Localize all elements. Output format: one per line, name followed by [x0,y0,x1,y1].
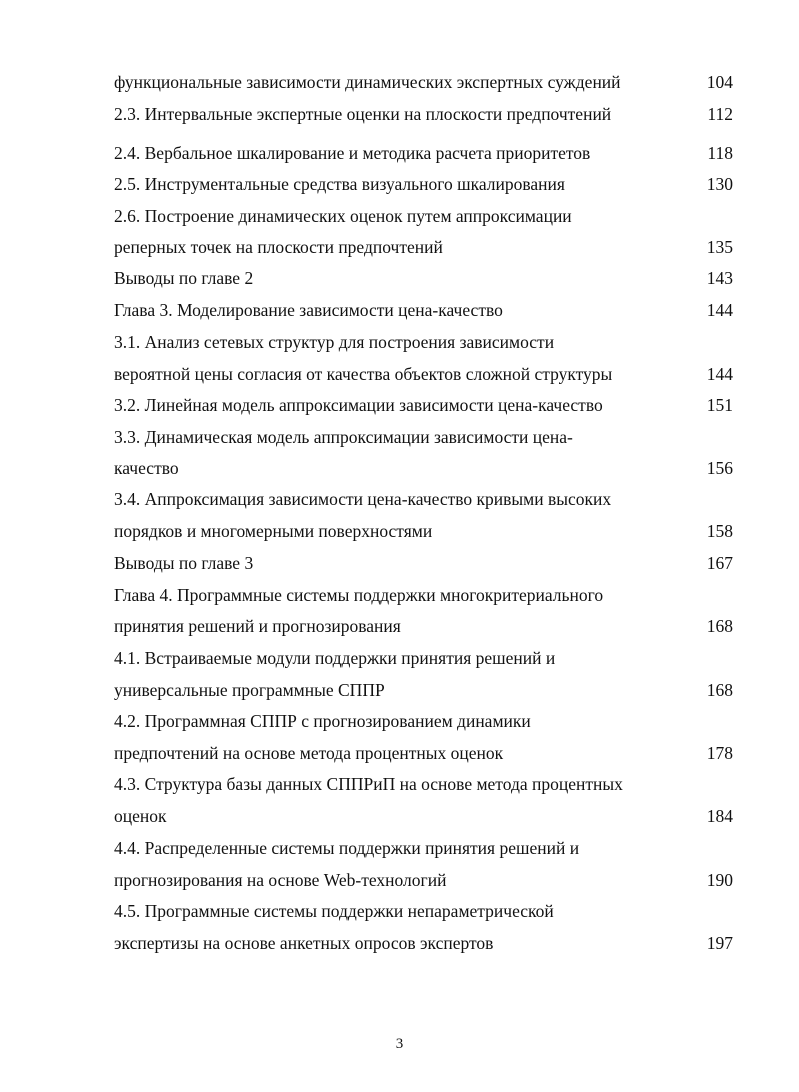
toc-entry-text: 4.3. Структура базы данных СППРиП на основе метода процентных [114,774,623,794]
toc-entry-page: 178 [706,743,733,763]
toc-entry-text: 4.5. Программные системы поддержки непараметрической [114,901,554,921]
toc-entry-page: 151 [706,395,733,415]
toc-entry-text: 4.4. Распределенные системы поддержки принятия решений и [114,838,580,858]
toc-entry-text: 3.2. Линейная модель аппроксимации зависимости цена-качество [114,395,603,415]
toc-entry-text: оценок [114,806,167,826]
toc-entry-text: качество [114,458,179,478]
toc-entry-text: Глава 3. Моделирование зависимости цена-качество [114,300,503,320]
toc-entry-page: 168 [706,616,733,636]
toc-entry-text: прогнозирования на основе Web-технологий [114,870,447,890]
toc-entry-page: 167 [706,553,733,573]
toc-entry-text: универсальные программные СППР [114,680,385,700]
toc-entry-page: 168 [706,680,733,700]
toc-entry-page: 156 [706,458,733,478]
toc-entry-page: 184 [706,806,733,826]
toc-entry-page: 158 [706,521,733,541]
toc-entry-text: предпочтений на основе метода процентных оценок [114,743,504,763]
toc-entry-text: 3.1. Анализ сетевых структур для построения зависимости [114,332,555,352]
toc-entry-page: 143 [706,268,733,288]
toc-entry-text: 3.3. Динамическая модель аппроксимации зависимости цена- [114,427,573,447]
toc-entry-text: Выводы по главе 3 [114,553,254,573]
toc-entry-page: 118 [707,143,733,163]
toc-entry-page: 144 [706,300,733,320]
toc-entry-page: 130 [706,174,733,194]
toc-entry-text: 2.3. Интервальные экспертные оценки на плоскости предпочтений [114,104,612,124]
toc-entry-text: Глава 4. Программные системы поддержки многокритериального [114,585,604,605]
toc-entry-page: 104 [706,72,733,92]
toc-entry-text: функциональные зависимости динамических экспертных суждений [114,72,621,92]
toc-entry-page: 112 [707,104,733,124]
toc-entry-text: порядков и многомерными поверхностями [114,521,433,541]
toc-entry-page: 197 [706,933,733,953]
toc-entry-page: 190 [706,870,733,890]
toc-entry-text: вероятной цены согласия от качества объектов сложной структуры [114,364,613,384]
toc-entry-page: 135 [706,237,733,257]
toc-entry-text: экспертизы на основе анкетных опросов экспертов [114,933,494,953]
toc-entry-text: 2.5. Инструментальные средства визуального шкалирования [114,174,565,194]
toc-entry-text: 2.4. Вербальное шкалирование и методика расчета приоритетов [114,143,591,163]
toc-entry-text: Выводы по главе 2 [114,268,254,288]
toc-entry-page: 144 [706,364,733,384]
toc-entry-text: принятия решений и прогнозирования [114,616,401,636]
toc-entry-text: 4.1. Встраиваемые модули поддержки принятия решений и [114,648,556,668]
page-number: 3 [395,1036,404,1052]
toc-entry-text: 4.2. Программная СППР с прогнозированием динамики [114,711,531,731]
toc-entry-text: реперных точек на плоскости предпочтений [114,237,443,257]
toc-entry-text: 2.6. Построение динамических оценок путем аппроксимации [114,206,572,226]
toc-entry-text: 3.4. Аппроксимация зависимости цена-качество кривыми высоких [114,489,612,509]
